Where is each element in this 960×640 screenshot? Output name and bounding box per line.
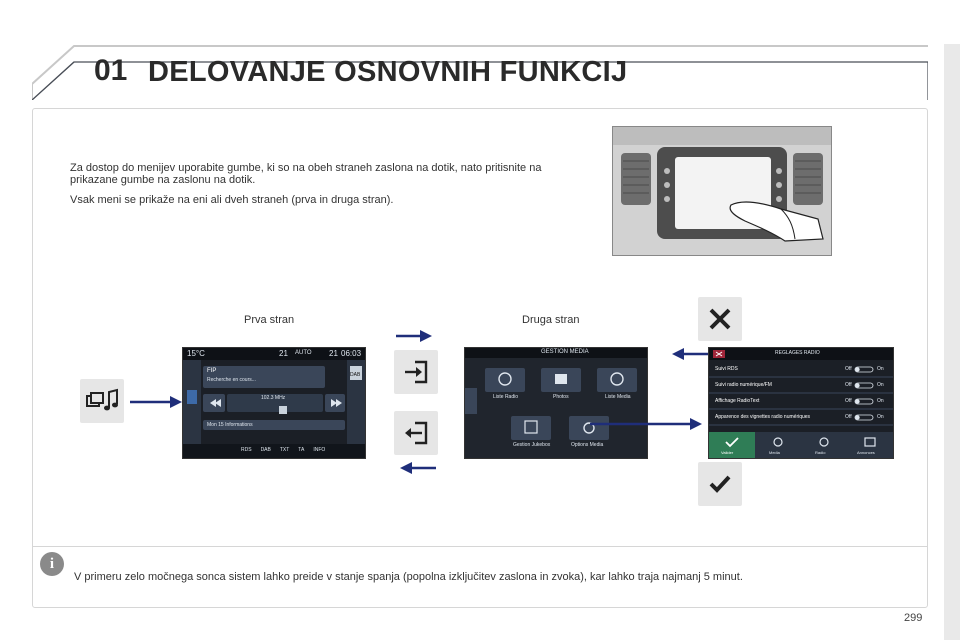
note-separator xyxy=(33,546,927,547)
tile-gestion-jukebox[interactable]: Gestion Jukebox xyxy=(513,442,551,448)
option-info[interactable]: INFO xyxy=(313,447,326,453)
first-page-label: Prva stran xyxy=(244,314,295,326)
intro-paragraph-2: Vsak meni se prikaže na eni ali dveh straneh (prva in druga stran). xyxy=(70,194,394,206)
search-status: Recherche en cours... xyxy=(207,377,256,383)
page-number: 299 xyxy=(904,612,923,624)
footer-media[interactable]: Media xyxy=(769,450,780,455)
dashboard-touchscreen-illustration xyxy=(612,126,832,256)
arrow-right-to-first-page xyxy=(130,396,182,408)
media-title: GESTION MEDIA xyxy=(541,349,589,355)
bottom-options xyxy=(241,447,325,453)
close-button[interactable] xyxy=(698,297,742,341)
temperature-left: 15°C xyxy=(187,349,205,358)
confirm-button[interactable] xyxy=(698,462,742,506)
checkmark-icon xyxy=(708,474,732,494)
option-txt[interactable]: TXT xyxy=(279,447,290,453)
temperature-right: 21 xyxy=(279,349,288,358)
arrow-right-next-page xyxy=(396,330,432,342)
frequency: 102.3 MHz xyxy=(261,395,286,401)
radio-settings-screen xyxy=(708,347,894,459)
arrow-to-settings-screen xyxy=(590,418,704,430)
setting-row-1[interactable]: Suivi RDS xyxy=(715,366,738,372)
media-second-page-screen xyxy=(464,347,648,459)
tile-photos[interactable]: Photos xyxy=(553,394,569,400)
intro-paragraph-1: Za dostop do menijev uporabite gumbe, ki so na obeh straneh zaslona na dotik, nato pritisnite na prikazane gumbe na zaslonu na dotik. xyxy=(70,162,542,186)
tile-liste-radio[interactable]: Liste Radio xyxy=(493,394,519,400)
close-icon xyxy=(708,307,732,331)
intro-text xyxy=(70,162,570,214)
footer-valider[interactable]: Valider xyxy=(721,450,734,455)
second-page-label: Druga stran xyxy=(522,314,580,326)
footer-radio[interactable]: Radio xyxy=(815,450,826,455)
clock: 06:03 xyxy=(341,349,362,358)
media-icon xyxy=(85,388,119,414)
footer-annonces[interactable]: Annonces xyxy=(857,450,875,455)
next-page-button[interactable] xyxy=(394,350,438,394)
toggle-off-label-1: Off xyxy=(845,366,852,372)
setting-row-2[interactable]: Suivi radio numérique/FM xyxy=(715,382,772,388)
toggle-on-label-4: On xyxy=(877,414,884,420)
station-name: FIP xyxy=(207,368,217,374)
option-rds[interactable]: RDS xyxy=(241,447,252,453)
option-ta[interactable]: TA xyxy=(298,447,305,453)
toggle-on-label-1: On xyxy=(877,366,884,372)
info-icon: i xyxy=(40,552,64,576)
option-dab[interactable]: DAB xyxy=(260,447,271,453)
chapter-title: DELOVANJE OSNOVNIH FUNKCIJ xyxy=(148,56,628,88)
previous-page-button[interactable] xyxy=(394,411,438,455)
toggle-off-label-3: Off xyxy=(845,398,852,404)
page-back-icon xyxy=(401,418,431,448)
media-menu-button[interactable] xyxy=(80,379,124,423)
radio-first-page-screen xyxy=(182,347,366,459)
page-side-rail xyxy=(944,44,960,640)
auto-climate: AUTO xyxy=(295,350,312,356)
dab-badge: DAB xyxy=(350,372,361,378)
toggle-off-label-2: Off xyxy=(845,382,852,388)
setting-row-3[interactable]: Affichage RadioText xyxy=(715,398,760,404)
toggle-on-label-3: On xyxy=(877,398,884,404)
page-forward-icon xyxy=(401,357,431,387)
sleep-mode-note: V primeru zelo močnega sonca sistem lahko preide v stanje spanja (popolna izključitev zaslona in zvoka), kar lahko traja najmanj 5 minut. xyxy=(74,571,743,583)
temperature-right-2: 21 xyxy=(329,349,338,358)
toggle-off-label-4: Off xyxy=(845,414,852,420)
arrow-left-previous-page xyxy=(400,462,436,474)
settings-title: REGLAGES RADIO xyxy=(775,350,820,356)
toggle-on-label-2: On xyxy=(877,382,884,388)
chapter-number: 01 xyxy=(94,54,128,87)
setting-row-4[interactable]: Apparence des vignettes radio numériques xyxy=(715,414,811,420)
info-bar: Mon 15 Informations xyxy=(207,422,253,428)
tile-options-media[interactable]: Options Media xyxy=(571,442,604,448)
chapter-header xyxy=(32,44,928,100)
tile-liste-media[interactable]: Liste Media xyxy=(605,394,631,400)
